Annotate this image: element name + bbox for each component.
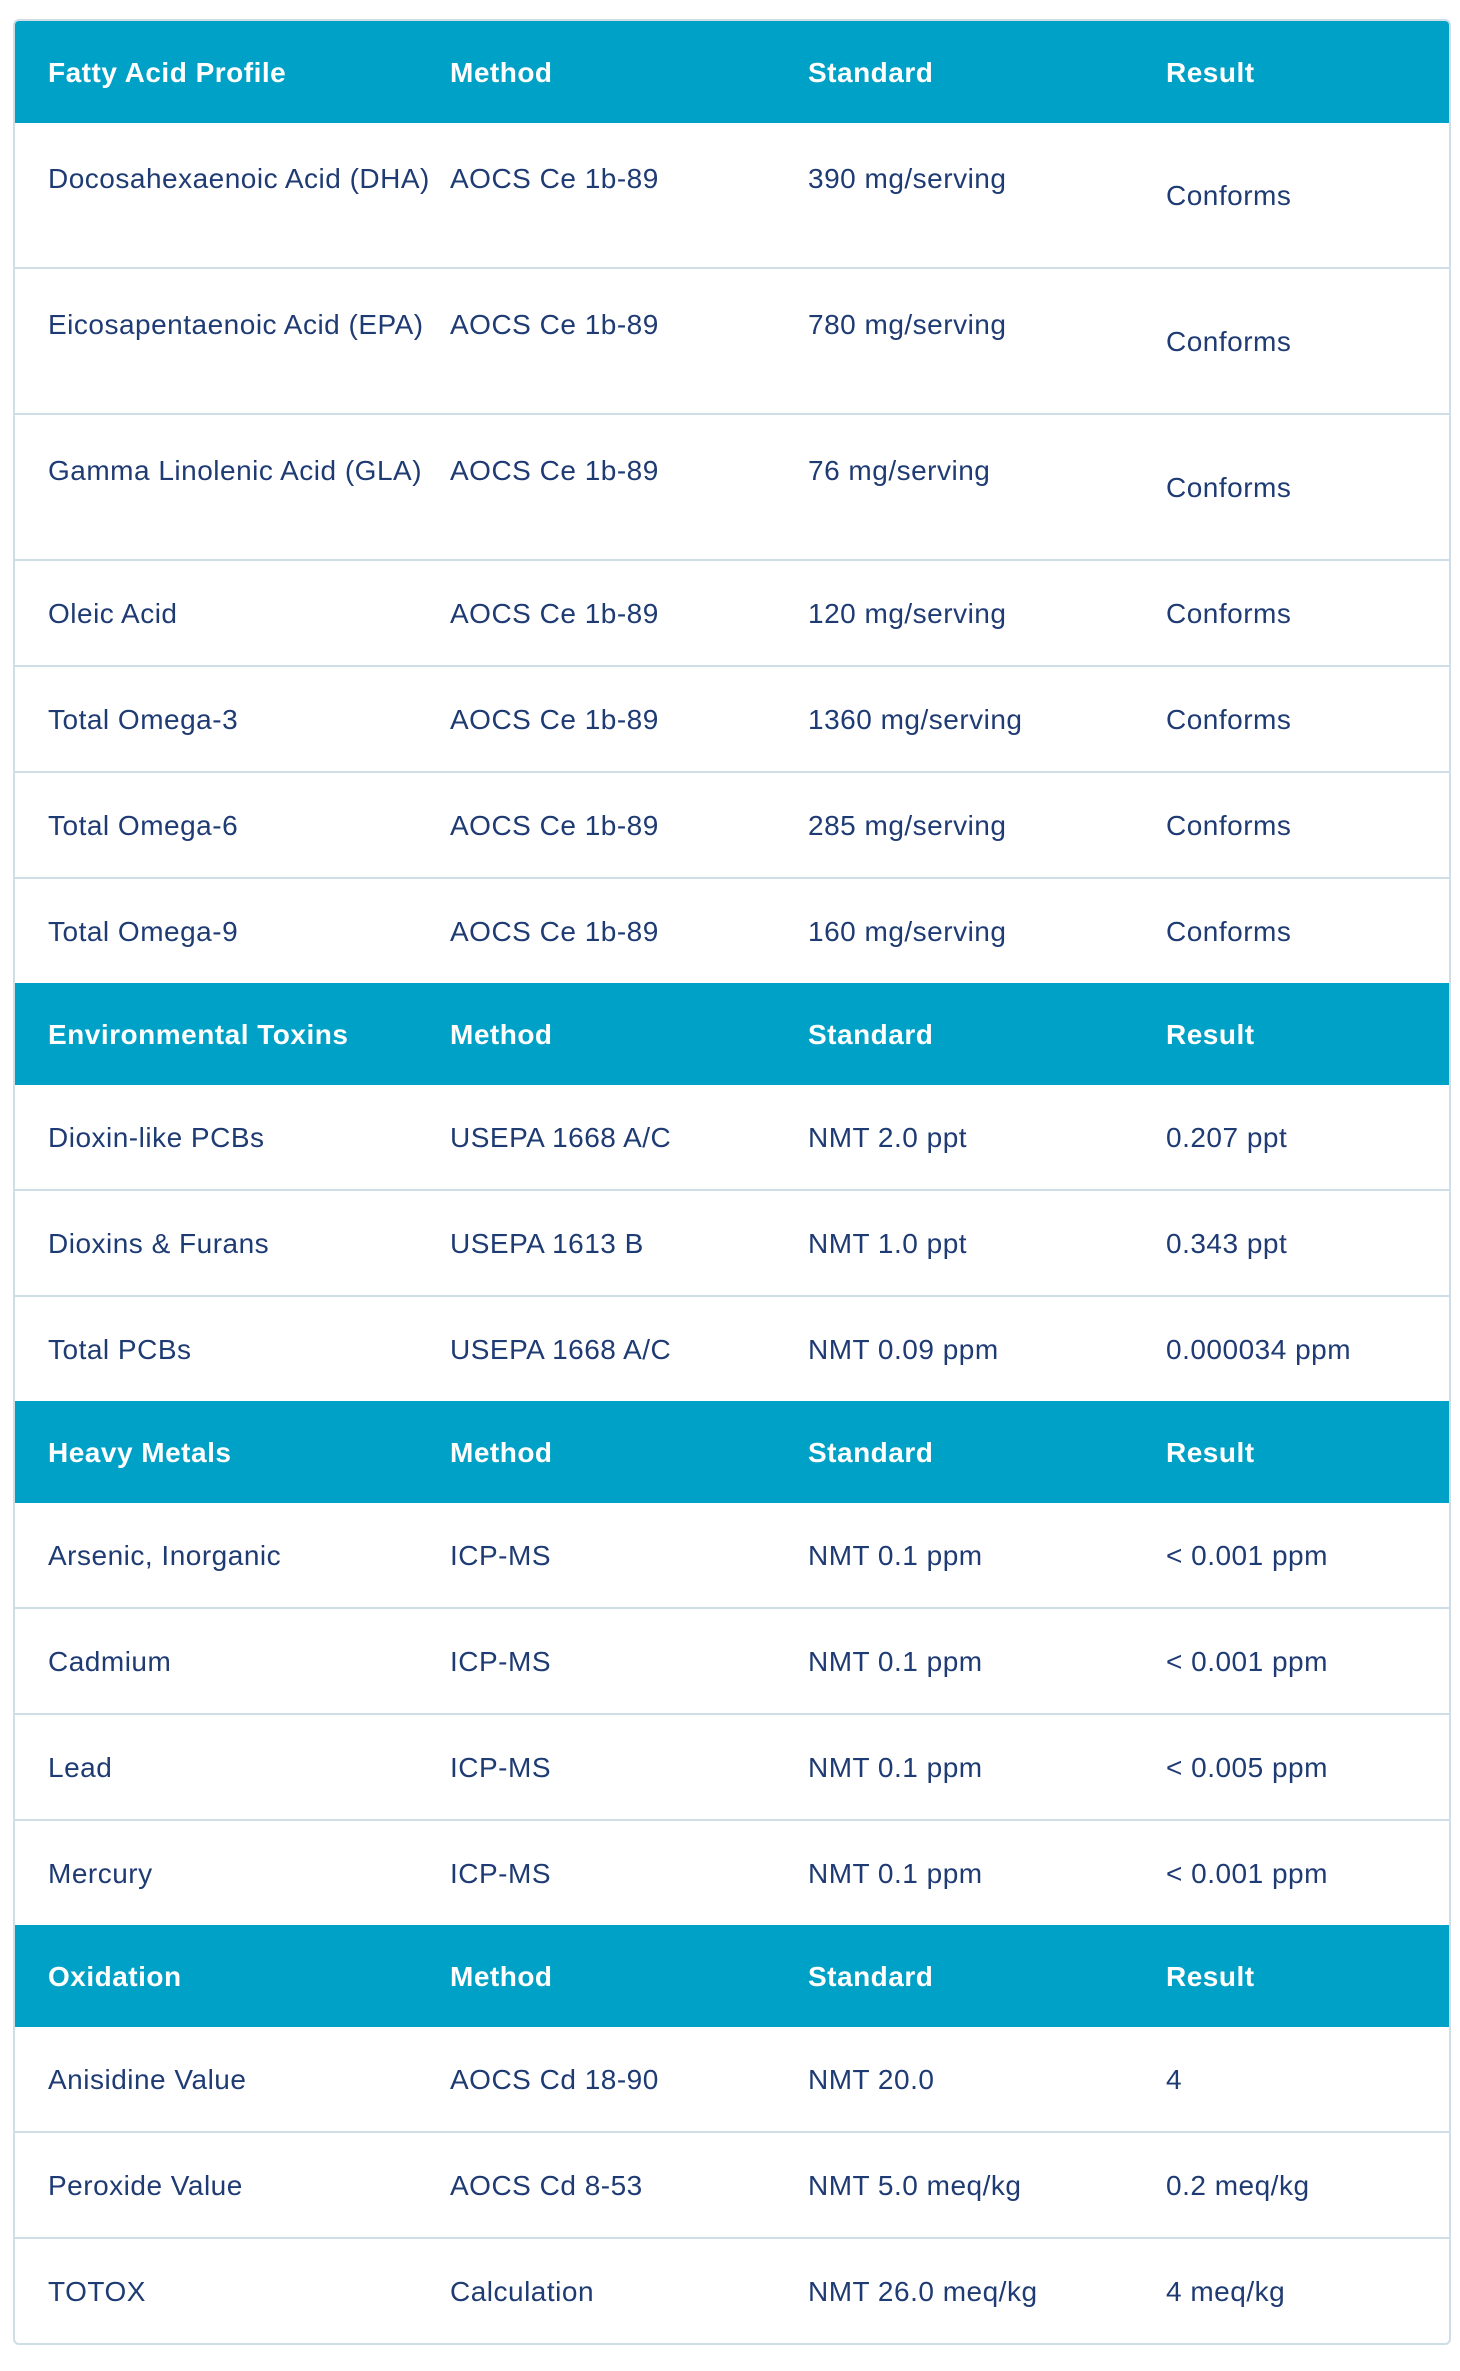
section-title: Heavy Metals: [48, 1436, 232, 1468]
cell-result: 0.207 ppt: [1166, 1121, 1288, 1153]
table-row: [15, 267, 1449, 413]
cell-result: Conforms: [1166, 915, 1292, 947]
section-header-heavy-metals: [15, 1401, 1449, 1503]
cell-standard: 120 mg/serving: [808, 597, 1007, 629]
cell-method: AOCS Cd 18-90: [450, 2063, 659, 2095]
table-row: [15, 2237, 1449, 2343]
column-header-result: Result: [1166, 1436, 1255, 1468]
table-row: [15, 1189, 1449, 1295]
cell-result: < 0.005 ppm: [1166, 1751, 1328, 1783]
column-header-standard: Standard: [808, 1960, 934, 1992]
table-row: [15, 2131, 1449, 2237]
cell-name: Total PCBs: [48, 1333, 192, 1365]
section-header-oxidation: [15, 1925, 1449, 2027]
cell-result: 0.000034 ppm: [1166, 1333, 1352, 1365]
cell-method: ICP-MS: [450, 1645, 551, 1677]
table-row: [15, 1713, 1449, 1819]
cell-standard: NMT 0.1 ppm: [808, 1857, 983, 1889]
section-title: Environmental Toxins: [48, 1018, 349, 1050]
cell-standard: NMT 26.0 meq/kg: [808, 2275, 1038, 2307]
cell-result: < 0.001 ppm: [1166, 1645, 1328, 1677]
cell-name: Cadmium: [48, 1645, 172, 1677]
cell-standard: NMT 0.1 ppm: [808, 1539, 983, 1571]
cell-standard: NMT 5.0 meq/kg: [808, 2169, 1022, 2201]
cell-standard: 285 mg/serving: [808, 809, 1007, 841]
cell-method: AOCS Ce 1b-89: [450, 809, 659, 841]
cell-method: AOCS Ce 1b-89: [450, 309, 659, 340]
section-title: Oxidation: [48, 1960, 182, 1992]
column-header-result: Result: [1166, 56, 1255, 88]
cell-result: 0.343 ppt: [1166, 1227, 1288, 1259]
section-title: Fatty Acid Profile: [48, 56, 287, 88]
cell-name: Peroxide Value: [48, 2169, 243, 2201]
cell-method: USEPA 1668 A/C: [450, 1333, 672, 1365]
cell-method: AOCS Ce 1b-89: [450, 703, 659, 735]
cell-name: Oleic Acid: [48, 597, 178, 629]
cell-standard: NMT 20.0: [808, 2063, 935, 2095]
cell-name: Anisidine Value: [48, 2063, 247, 2095]
cell-standard: NMT 2.0 ppt: [808, 1121, 968, 1153]
table-row: [15, 877, 1449, 983]
column-header-method: Method: [450, 1960, 553, 1992]
column-header-method: Method: [450, 56, 553, 88]
cell-name: Total Omega-3: [48, 703, 239, 735]
analysis-table: [13, 19, 1451, 2345]
cell-name: Dioxins & Furans: [48, 1227, 270, 1259]
column-header-method: Method: [450, 1436, 553, 1468]
cell-name: TOTOX: [48, 2275, 146, 2307]
table-row: [15, 1819, 1449, 1925]
cell-result: Conforms: [1166, 597, 1292, 629]
table-row: [15, 665, 1449, 771]
table-row: [15, 1607, 1449, 1713]
cell-method: AOCS Ce 1b-89: [450, 163, 659, 194]
table-row: [15, 559, 1449, 665]
cell-method: AOCS Cd 8-53: [450, 2169, 643, 2201]
cell-name: Gamma Linolenic Acid (GLA): [48, 455, 423, 486]
column-header-standard: Standard: [808, 1436, 934, 1468]
table-row: [15, 413, 1449, 559]
cell-result: < 0.001 ppm: [1166, 1857, 1328, 1889]
cell-name: Dioxin-like PCBs: [48, 1121, 265, 1153]
cell-name: Lead: [48, 1751, 113, 1783]
cell-method: ICP-MS: [450, 1751, 551, 1783]
cell-method: ICP-MS: [450, 1857, 551, 1889]
cell-standard: 76 mg/serving: [808, 455, 991, 486]
cell-method: AOCS Ce 1b-89: [450, 455, 659, 486]
cell-method: ICP-MS: [450, 1539, 551, 1571]
cell-result: 4 meq/kg: [1166, 2275, 1286, 2307]
cell-result: 4: [1166, 2063, 1183, 2095]
cell-standard: NMT 0.1 ppm: [808, 1645, 983, 1677]
column-header-standard: Standard: [808, 56, 934, 88]
cell-result: Conforms: [1166, 325, 1292, 357]
cell-method: Calculation: [450, 2275, 595, 2307]
column-header-standard: Standard: [808, 1018, 934, 1050]
cell-name: Arsenic, Inorganic: [48, 1539, 282, 1571]
table-row: [15, 1295, 1449, 1401]
table-row: [15, 771, 1449, 877]
column-header-result: Result: [1166, 1018, 1255, 1050]
cell-result: Conforms: [1166, 471, 1292, 503]
table-row: [15, 1503, 1449, 1607]
cell-result: Conforms: [1166, 179, 1292, 211]
cell-standard: NMT 0.1 ppm: [808, 1751, 983, 1783]
column-header-method: Method: [450, 1018, 553, 1050]
column-header-result: Result: [1166, 1960, 1255, 1992]
cell-standard: 1360 mg/serving: [808, 703, 1023, 735]
cell-standard: NMT 0.09 ppm: [808, 1333, 999, 1365]
cell-result: 0.2 meq/kg: [1166, 2169, 1310, 2201]
cell-standard: 160 mg/serving: [808, 915, 1007, 947]
cell-method: USEPA 1668 A/C: [450, 1121, 672, 1153]
cell-name: Docosahexaenoic Acid (DHA): [48, 163, 430, 194]
cell-method: AOCS Ce 1b-89: [450, 597, 659, 629]
cell-result: Conforms: [1166, 703, 1292, 735]
table-row: [15, 123, 1449, 267]
cell-standard: 780 mg/serving: [808, 309, 1007, 340]
cell-name: Eicosapentaenoic Acid (EPA): [48, 309, 424, 340]
table-row: [15, 1085, 1449, 1189]
cell-name: Mercury: [48, 1857, 153, 1889]
section-header-environmental-toxins: [15, 983, 1449, 1085]
cell-result: < 0.001 ppm: [1166, 1539, 1328, 1571]
section-header-fatty-acid-profile: [15, 21, 1449, 123]
cell-name: Total Omega-6: [48, 809, 239, 841]
cell-standard: NMT 1.0 ppt: [808, 1227, 968, 1259]
cell-name: Total Omega-9: [48, 915, 239, 947]
cell-method: USEPA 1613 B: [450, 1227, 644, 1259]
cell-method: AOCS Ce 1b-89: [450, 915, 659, 947]
table-row: [15, 2027, 1449, 2131]
cell-result: Conforms: [1166, 809, 1292, 841]
cell-standard: 390 mg/serving: [808, 163, 1007, 194]
